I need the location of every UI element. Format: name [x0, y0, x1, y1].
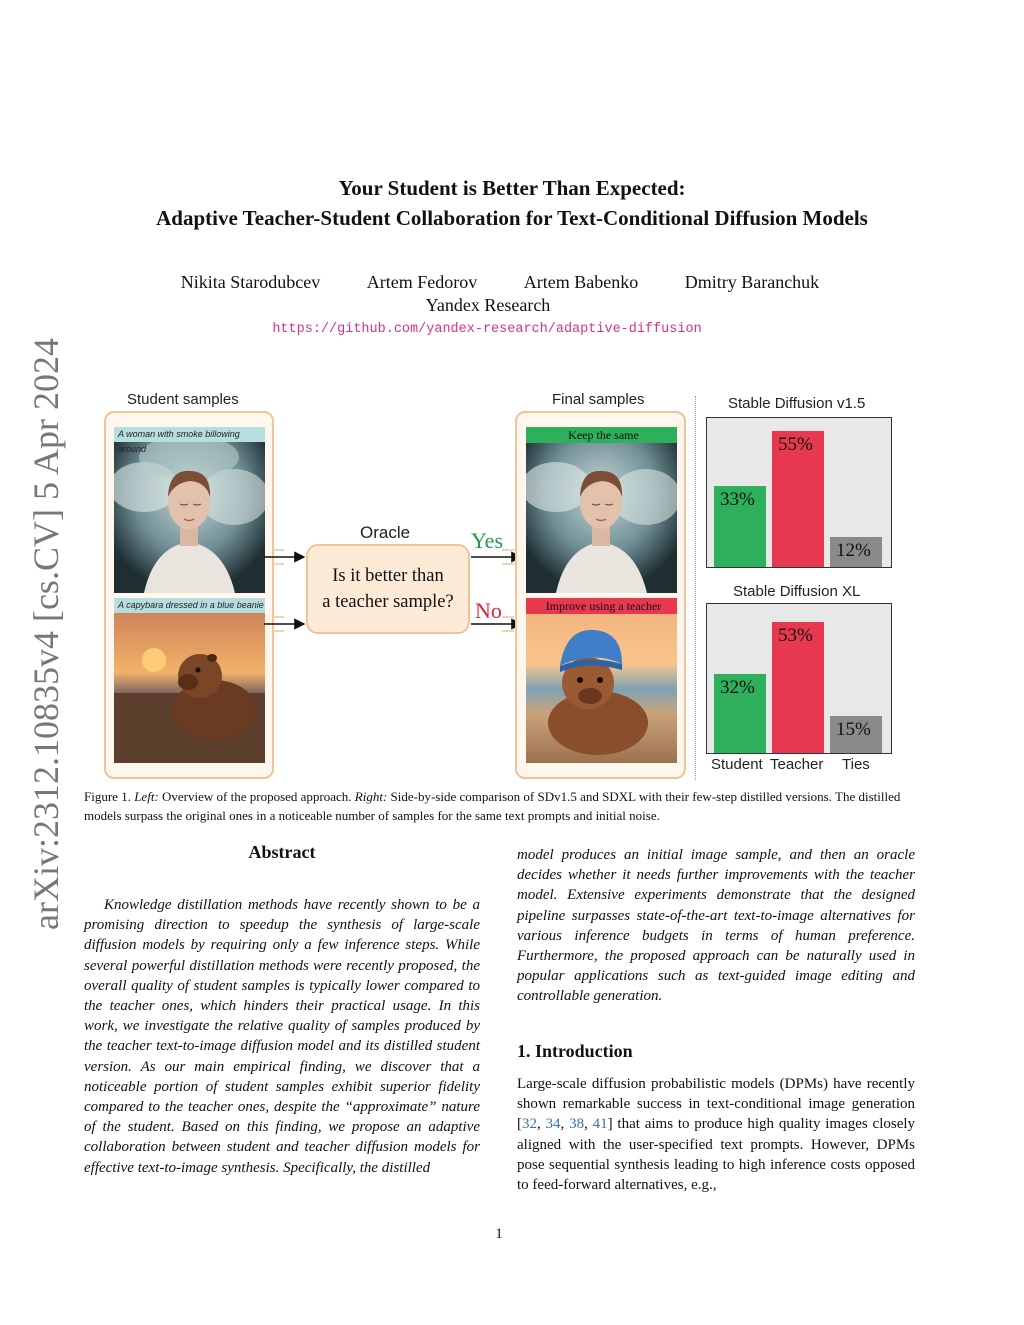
abstract-heading: Abstract: [248, 842, 316, 862]
student-image-capybara: [114, 598, 265, 763]
caption-left: Left:: [134, 789, 159, 804]
citation-separator: ,: [584, 1116, 593, 1133]
improve-strip: Improve using a teacher: [526, 598, 677, 614]
repo-link[interactable]: https://github.com/yandex-research/adaptive-diffusion: [272, 322, 702, 337]
chart-title-sd15: Stable Diffusion v1.5: [728, 395, 866, 412]
intro-text-1: Large-scale diffusion probabilistic models (DPMs) have recently shown remarkable success in text-conditional image generation [: [517, 1076, 915, 1133]
final-image-capybara: [526, 598, 677, 763]
citation-link[interactable]: 38: [569, 1116, 585, 1133]
label-teacher-sd15: 55%: [778, 434, 813, 456]
caption-left-text: Overview of the proposed approach.: [158, 789, 355, 804]
author: Artem Fedorov: [366, 272, 478, 292]
label-ties-sd15: 12%: [836, 540, 871, 562]
arxiv-identifier: arXiv:2312.10835v4 [cs.CV] 5 Apr 2024: [26, 338, 66, 930]
author-list: [0, 272, 1000, 293]
student-image-woman: [114, 427, 265, 593]
label-student-sd15: 33%: [720, 488, 755, 510]
intro-paragraph: [517, 1074, 915, 1195]
author: Artem Babenko: [523, 272, 639, 292]
intro-text-2: ] that aims to produce high quality images closely aligned with the user-specified text prompts. However, DPMs pose sequential synthesis leading to high inference costs opposed to feed-forward alternatives, e.g.,: [517, 1116, 916, 1194]
page-number: 1: [495, 1226, 503, 1242]
citation-link[interactable]: 41: [592, 1116, 608, 1133]
final-samples-label: Final samples: [552, 391, 645, 408]
oracle-box: [306, 544, 470, 634]
title-line-2: Adaptive Teacher-Student Collaboration for Text-Conditional Diffusion Models: [156, 206, 868, 230]
oracle-question-line-2: a teacher sample?: [322, 592, 454, 612]
keep-same-strip: Keep the same: [526, 427, 677, 443]
category-ties: Ties: [842, 756, 870, 773]
student-samples-label: Student samples: [127, 391, 239, 408]
citation-separator: ,: [537, 1116, 546, 1133]
label-student-sdxl: 32%: [720, 677, 755, 699]
chart-sdxl: [706, 603, 892, 754]
chart-sd15: [706, 417, 892, 568]
category-teacher: Teacher: [770, 756, 824, 773]
oracle-question-line-1: Is it better than: [332, 566, 444, 586]
title-line-1: Your Student is Better Than Expected:: [338, 176, 686, 200]
prompt-caption-2: A capybara dressed in a blue beanie: [114, 598, 265, 613]
final-image-woman: [526, 427, 677, 593]
author: Dmitry Baranchuk: [684, 272, 820, 292]
oracle-label: Oracle: [360, 523, 411, 542]
author: Nikita Starodubcev: [180, 272, 321, 292]
figure-separator: [695, 396, 696, 780]
citation-separator: ,: [560, 1116, 570, 1133]
paper-title: [0, 173, 1024, 233]
prompt-caption-1: A woman with smoke billowing around: [114, 427, 265, 442]
figure-1: [0, 380, 1024, 780]
label-ties-sdxl: 15%: [836, 719, 871, 740]
caption-right: Right:: [354, 789, 388, 804]
category-student: Student: [711, 756, 763, 773]
caption-right-text: Side-by-side comparison of SDv1.5 and SDXL with their few-step distilled versions. The distilled models surpass the original ones in a noticeable number of samples for the same text prompts and initial noise.: [84, 789, 901, 823]
chart-title-sdxl: Stable Diffusion XL: [733, 583, 861, 600]
figure-caption: [84, 787, 924, 825]
affiliation: Yandex Research: [425, 295, 551, 315]
no-label: No: [475, 598, 502, 623]
abstract-continued: model produces an initial image sample, and then an oracle decides whether it needs further improvements with the teacher model. Extensive experiments demonstrate that the designed pipeline surpasses state-of-the-art text-to-image alternatives for various inference budgets in terms of human preference. Furthermore, the proposed approach can be naturally used in popular applications such as text-guided image editing and controllable generation.: [517, 847, 915, 1005]
capybara-beach-illustration: [114, 598, 265, 763]
citation-link[interactable]: 32: [522, 1116, 537, 1133]
label-teacher-sdxl: 53%: [778, 625, 813, 647]
woman-smoke-final-illustration: [526, 427, 677, 593]
caption-prefix: Figure 1.: [84, 789, 131, 804]
yes-label: Yes: [471, 528, 504, 553]
abstract-text: Knowledge distillation methods have recently shown to be a promising direction to speedup the synthesis of large-scale diffusion models by requiring only a few inference steps. While several powerful distillation methods were recently proposed, the overall quality of student samples is typically lower compared to the teacher ones, which hinders their practical usage. In this work, we investigate the relative quality of samples produced by the teacher text-to-image diffusion model and its distilled student version. As our main empirical finding, we discover that a noticeable portion of student samples exhibit superior fidelity compared to the teacher ones, despite the “approximate” nature of the student. Based on this finding, we propose an adaptive collaboration between student and teacher diffusion models for effective text-to-image synthesis. Specifically, the distilled: [84, 897, 480, 1176]
capybara-beanie-illustration: [526, 598, 677, 763]
intro-heading: 1. Introduction: [517, 1041, 633, 1061]
citation-link[interactable]: 34: [545, 1116, 561, 1133]
